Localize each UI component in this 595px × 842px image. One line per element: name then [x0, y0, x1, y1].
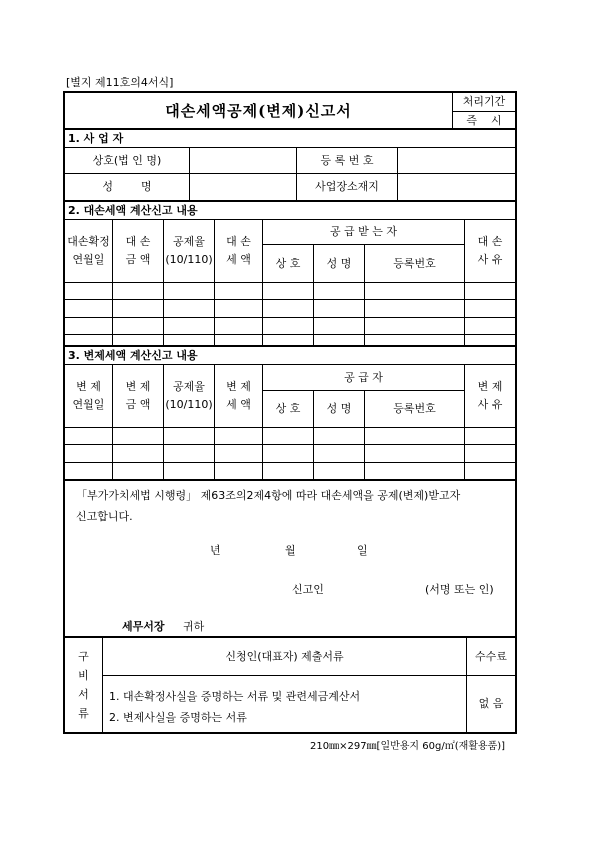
- repay-rate-header: 공제율 (10/110): [165, 380, 213, 411]
- repay-tax-header: 변 제 세 액: [226, 380, 251, 411]
- signature-label: (서명 또는 인): [425, 583, 494, 596]
- date-year-label: 년: [210, 544, 221, 557]
- declaration-text: 「부가가치세법 시행령」 제63조의2제4항에 따라 대손세액을 공제(변제)받고자 신고합니다.: [76, 489, 461, 523]
- fee-value: 없 음: [478, 697, 504, 711]
- bad-debt-row[interactable]: [65, 318, 515, 334]
- recipient-trade-name-header: 상 호: [275, 256, 301, 270]
- recipient-reg-header: 등록번호: [393, 256, 436, 270]
- bad-debt-row[interactable]: [65, 300, 515, 317]
- section2-heading: 2. 대손세액 계산신고 내용: [68, 203, 198, 217]
- section1-heading: 1. 사 업 자: [68, 131, 124, 145]
- form-title: 대손세액공제(변제)신고서: [165, 102, 352, 120]
- recipient-header: 공 급 받 는 자: [329, 225, 398, 239]
- paper-spec: 210㎜×297㎜[일반용지 60g/㎡(재활용품)]: [310, 741, 506, 752]
- date-month-label: 월: [285, 544, 296, 557]
- fee-label: 수수료: [475, 649, 507, 663]
- repay-amount-header: 변 제 금 액: [125, 380, 151, 411]
- bad-debt-amount-header: 대 손 금 액: [125, 235, 151, 266]
- processing-period-value: 즉 시: [466, 113, 502, 127]
- documents-header: 신청인(대표자) 제출서류: [225, 649, 344, 663]
- document-item: 2. 변제사실을 증명하는 서류: [109, 711, 247, 724]
- supplier-name-header: 성 명: [326, 402, 352, 416]
- bad-debt-tax-header: 대 손 세 액: [226, 235, 251, 266]
- repayment-row[interactable]: [65, 445, 515, 462]
- applicant-label: 신고인: [292, 583, 324, 596]
- reg-number-field[interactable]: [398, 148, 515, 173]
- document-item: 1. 대손확정사실을 증명하는 서류 및 관련세금계산서: [109, 690, 361, 703]
- bad-debt-date-header: 대손확정 연월일: [67, 235, 110, 266]
- tax-office-chief: 세무서장: [122, 620, 165, 633]
- repay-date-header: 변 제 연월일: [72, 380, 105, 411]
- processing-period-label: 처리기간: [462, 95, 506, 109]
- company-name-field[interactable]: [190, 148, 296, 173]
- form-id: [별지 제11호의4서식]: [66, 76, 174, 89]
- repay-reason-header: 변 제 사 유: [477, 380, 503, 411]
- section3-heading: 3. 변제세액 계산신고 내용: [68, 348, 198, 362]
- repayment-row[interactable]: [65, 428, 515, 444]
- supplier-trade-name-header: 상 호: [275, 402, 301, 416]
- bad-debt-reason-header: 대 손 사 유: [477, 235, 503, 266]
- repayment-row[interactable]: [65, 463, 515, 479]
- recipient-name-header: 성 명: [326, 256, 352, 270]
- owner-name-field[interactable]: [190, 174, 296, 200]
- business-address-field[interactable]: [398, 174, 515, 200]
- company-name-label: 상호(법 인 명): [92, 153, 162, 167]
- date-day-label: 일: [357, 544, 368, 557]
- honorific-label: 귀하: [183, 620, 205, 633]
- bad-debt-rate-header: 공제율 (10/110): [165, 235, 213, 266]
- supplier-reg-header: 등록번호: [393, 402, 436, 416]
- reg-number-label: 등 록 번 호: [320, 153, 374, 167]
- owner-name-label: 성 명: [102, 180, 152, 194]
- bad-debt-row[interactable]: [65, 283, 515, 299]
- business-address-label: 사업장소재지: [315, 180, 379, 194]
- documents-side-label: 구 비 서 류: [78, 649, 89, 721]
- supplier-header: 공 급 자: [344, 370, 383, 384]
